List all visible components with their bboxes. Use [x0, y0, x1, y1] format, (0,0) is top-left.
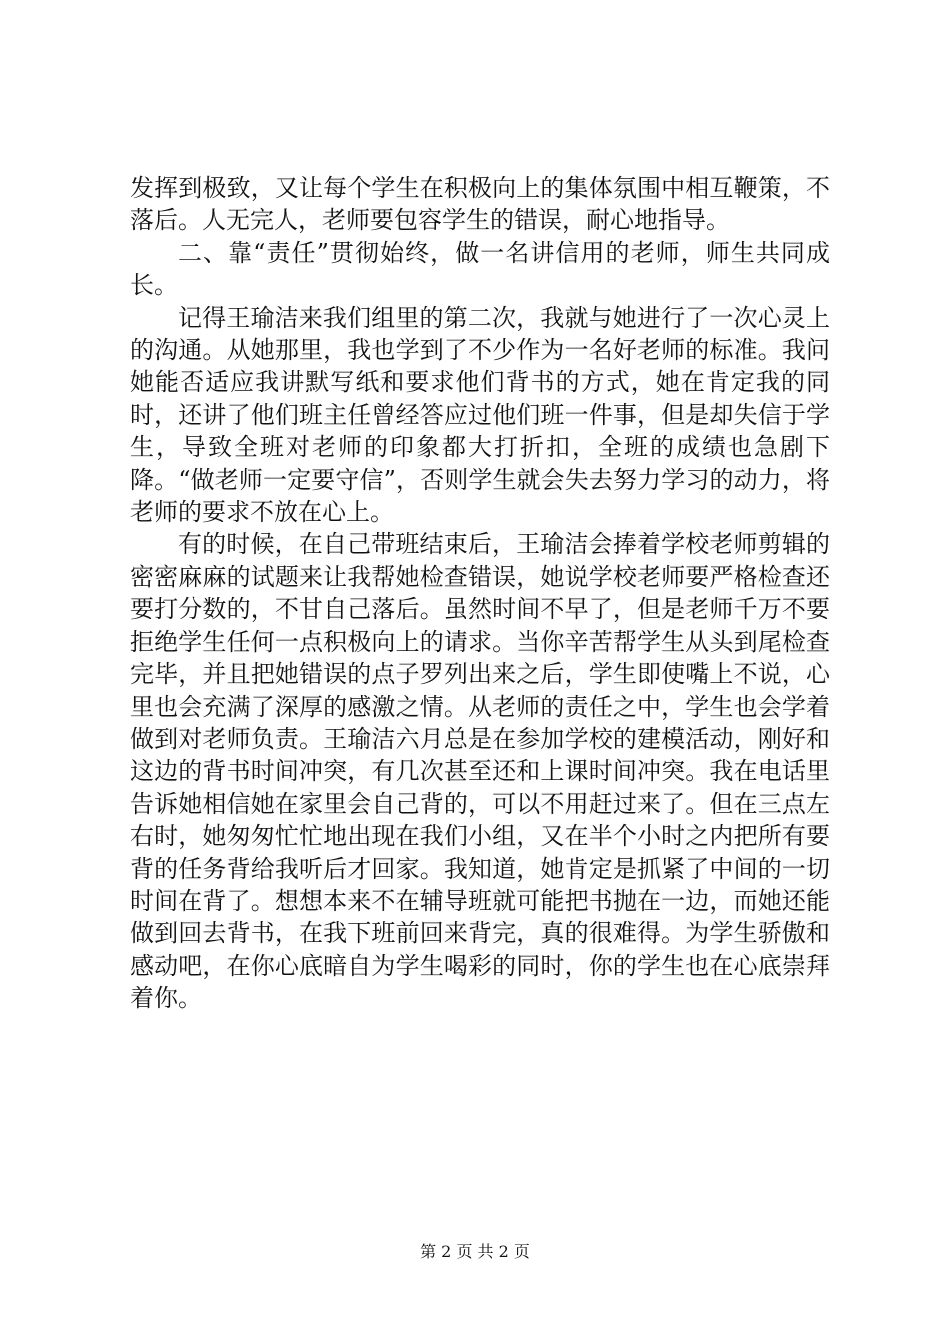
paragraph-continuation: 发挥到极致，又让每个学生在积极向上的集体氛围中相互鞭策，不落后。人无完人，老师要包容学生的错误，耐心地指导。: [130, 174, 830, 235]
paragraph-communication: 记得王瑜洁来我们组里的第二次，我就与她进行了一次心灵上的沟通。从她那里，我也学到了不少作为一名好老师的标准。我问她能否适应我讲默写纸和要求他们背书的方式，她在肯定我的同时，还讲了他们班主任曾经答应过他们班一件事，但是却失信于学生，导致全班对老师的印象都大打折扣，全班的成绩也急剧下降。“做老师一定要守信”，否则学生就会失去努力学习的动力，将老师的要求不放在心上。: [130, 303, 830, 527]
page-number-footer: 第 2 页 共 2 页: [420, 1242, 530, 1261]
section-heading-responsibility: 二、靠“责任”贯彻始终，做一名讲信用的老师，师生共同成长。: [130, 238, 830, 300]
document-body: [130, 172, 830, 1015]
paragraph-responsibility-example: 有的时候，在自己带班结束后，王瑜洁会捧着学校老师剪辑的密密麻麻的试题来让我帮她检查错误，她说学校老师要严格检查还要打分数的，不甘自己落后。虽然时间不早了，但是老师千万不要拒绝学生任何一点积极向上的请求。当你辛苦帮学生从头到尾检查完毕，并且把她错误的点子罗列出来之后，学生即使嘴上不说，心里也会充满了深厚的感激之情。从老师的责任之中，学生也会学着做到对老师负责。王瑜洁六月总是在参加学校的建模活动，刚好和这边的背书时间冲突，有几次甚至还和上课时间冲突。我在电话里告诉她相信她在家里会自己背的，可以不用赶过来了。但在三点左右时，她匆匆忙忙地出现在我们小组，又在半个小时之内把所有要背的任务背给我听后才回家。我知道，她肯定是抓紧了中间的一切时间在背了。想想本来不在辅导班就可能把书抛在一边，而她还能做到回去背书，在我下班前回来背完，真的很难得。为学生骄傲和感动吧，在你心底暗自为学生喝彩的同时，你的学生也在心底崇拜着你。: [130, 530, 830, 1013]
